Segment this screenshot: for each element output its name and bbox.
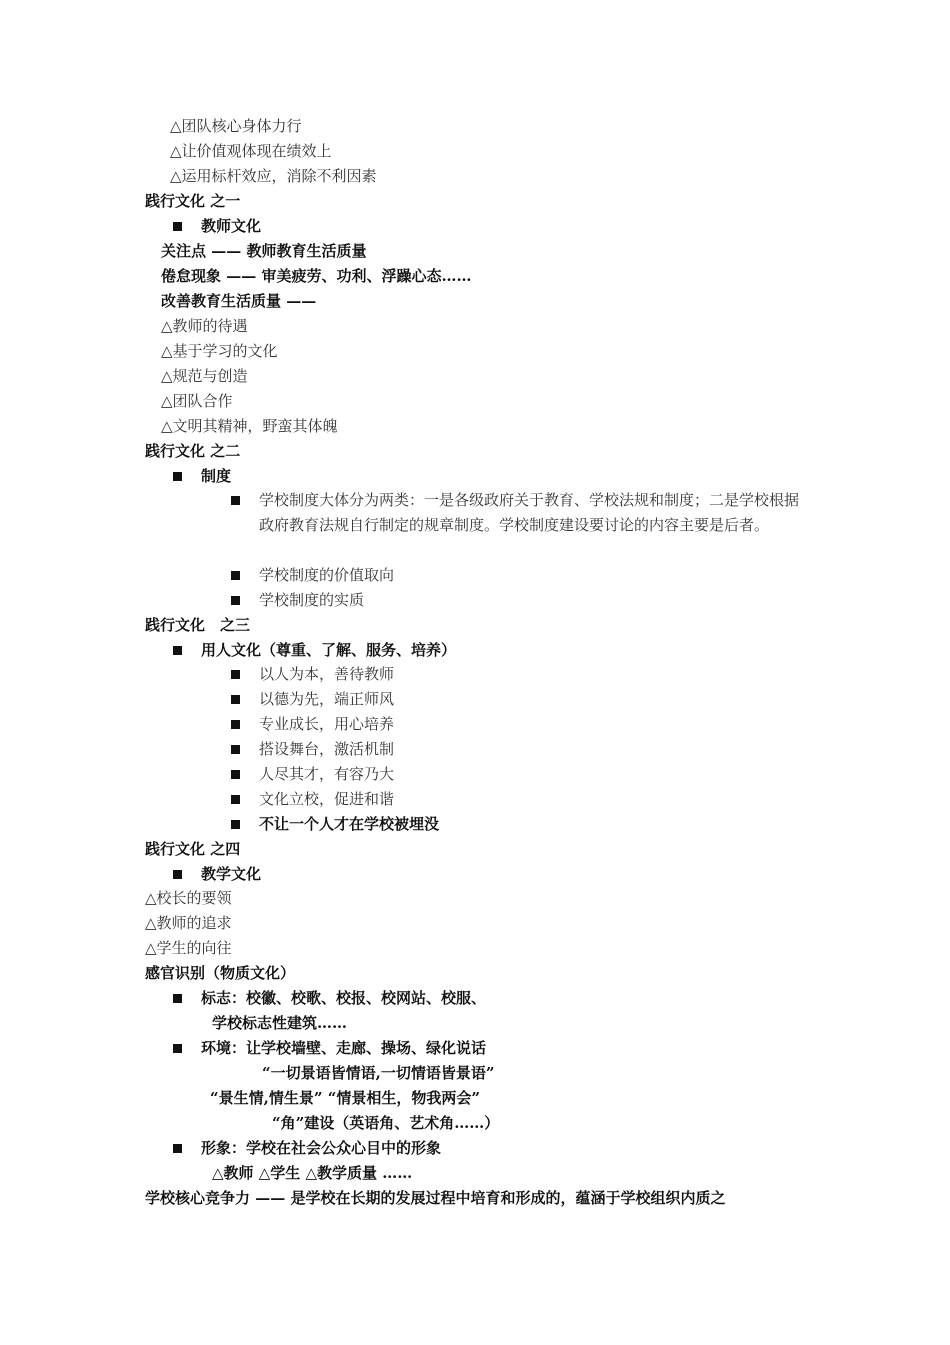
bullet-item: 学校制度大体分为两类：一是各级政府关于教育、学校法规和制度；二是学校根据政府教育法规自行制定的规章制度。学校制度建设要讨论的内容主要是后者。 [259,488,809,538]
bullet-item: 不让一个人才在学校被埋没 [259,812,439,837]
section-heading: 践行文化 之二 [145,442,241,460]
square-bullet-icon [231,720,240,729]
square-bullet-icon [231,745,240,754]
square-bullet-icon [231,820,240,829]
text-line: “景生情,情生景” “情景相生，物我两会” [210,1089,480,1107]
section-heading: 感官识别（物质文化） [145,964,296,982]
text-line: △教师的待遇 [161,317,248,335]
bullet-item: 环境：让学校墙壁、走廊、操场、绿化说话 [201,1036,486,1061]
bullet-item: 搭设舞台，激活机制 [259,737,394,762]
text-line: 改善教育生活质量 —— [161,292,317,310]
bullet-item: 专业成长，用心培养 [259,712,394,737]
text-line: 学校核心竞争力 —— 是学校在长期的发展过程中培育和形成的，蕴涵于学校组织内质之 [145,1189,726,1207]
square-bullet-icon [231,670,240,679]
text-line: △文明其精神，野蛮其体魄 [161,417,338,435]
square-bullet-icon [173,646,182,655]
bullet-item: 学校制度的实质 [259,588,364,613]
square-bullet-icon [173,472,182,481]
square-bullet-icon [173,870,182,879]
square-bullet-icon [231,795,240,804]
square-bullet-icon [231,496,240,505]
bullet-item: 用人文化（尊重、了解、服务、培养） [201,638,456,663]
bullet-item: 学校制度的价值取向 [259,563,394,588]
text-line: “角”建设（英语角、艺术角……） [272,1114,500,1132]
text-line: △教师的追求 [145,914,232,932]
section-heading: 践行文化 之三 [145,616,251,634]
text-line: 学校标志性建筑…… [212,1014,348,1032]
text-line: △团队合作 [161,392,233,410]
text-line: 倦怠现象 —— 审美疲劳、功利、浮躁心态…… [161,267,472,285]
square-bullet-icon [173,222,182,231]
square-bullet-icon [231,596,240,605]
bullet-item: 以德为先，端正师风 [259,687,394,712]
text-line: △学生的向往 [145,939,232,957]
bullet-item: 教师文化 [201,214,261,239]
section-heading: 践行文化 之一 [145,192,241,210]
bullet-item: 以人为本，善待教师 [259,662,394,687]
bullet-item: 制度 [201,464,231,489]
bullet-item: 文化立校，促进和谐 [259,787,394,812]
bullet-item: 标志：校徽、校歌、校报、校网站、校服、 [201,986,486,1011]
square-bullet-icon [231,571,240,580]
text-line: 关注点 —— 教师教育生活质量 [161,242,367,260]
text-line: △让价值观体现在绩效上 [170,142,332,160]
text-line: △校长的要领 [145,889,232,907]
bullet-item: 人尽其才，有容乃大 [259,762,394,787]
bullet-item: 教学文化 [201,862,261,887]
square-bullet-icon [173,1044,182,1053]
text-line: △教师 △学生 △教学质量 …… [212,1164,413,1182]
text-line: △基于学习的文化 [161,342,278,360]
text-line: “一切景语皆情语,一切情语皆景语” [262,1064,495,1082]
text-line: △团队核心身体力行 [170,117,302,135]
text-line: △规范与创造 [161,367,248,385]
square-bullet-icon [173,1144,182,1153]
text-line: △运用标杆效应，消除不利因素 [170,167,377,185]
square-bullet-icon [231,770,240,779]
bullet-item: 形象：学校在社会公众心目中的形象 [201,1136,441,1161]
square-bullet-icon [173,994,182,1003]
section-heading: 践行文化 之四 [145,840,241,858]
square-bullet-icon [231,695,240,704]
